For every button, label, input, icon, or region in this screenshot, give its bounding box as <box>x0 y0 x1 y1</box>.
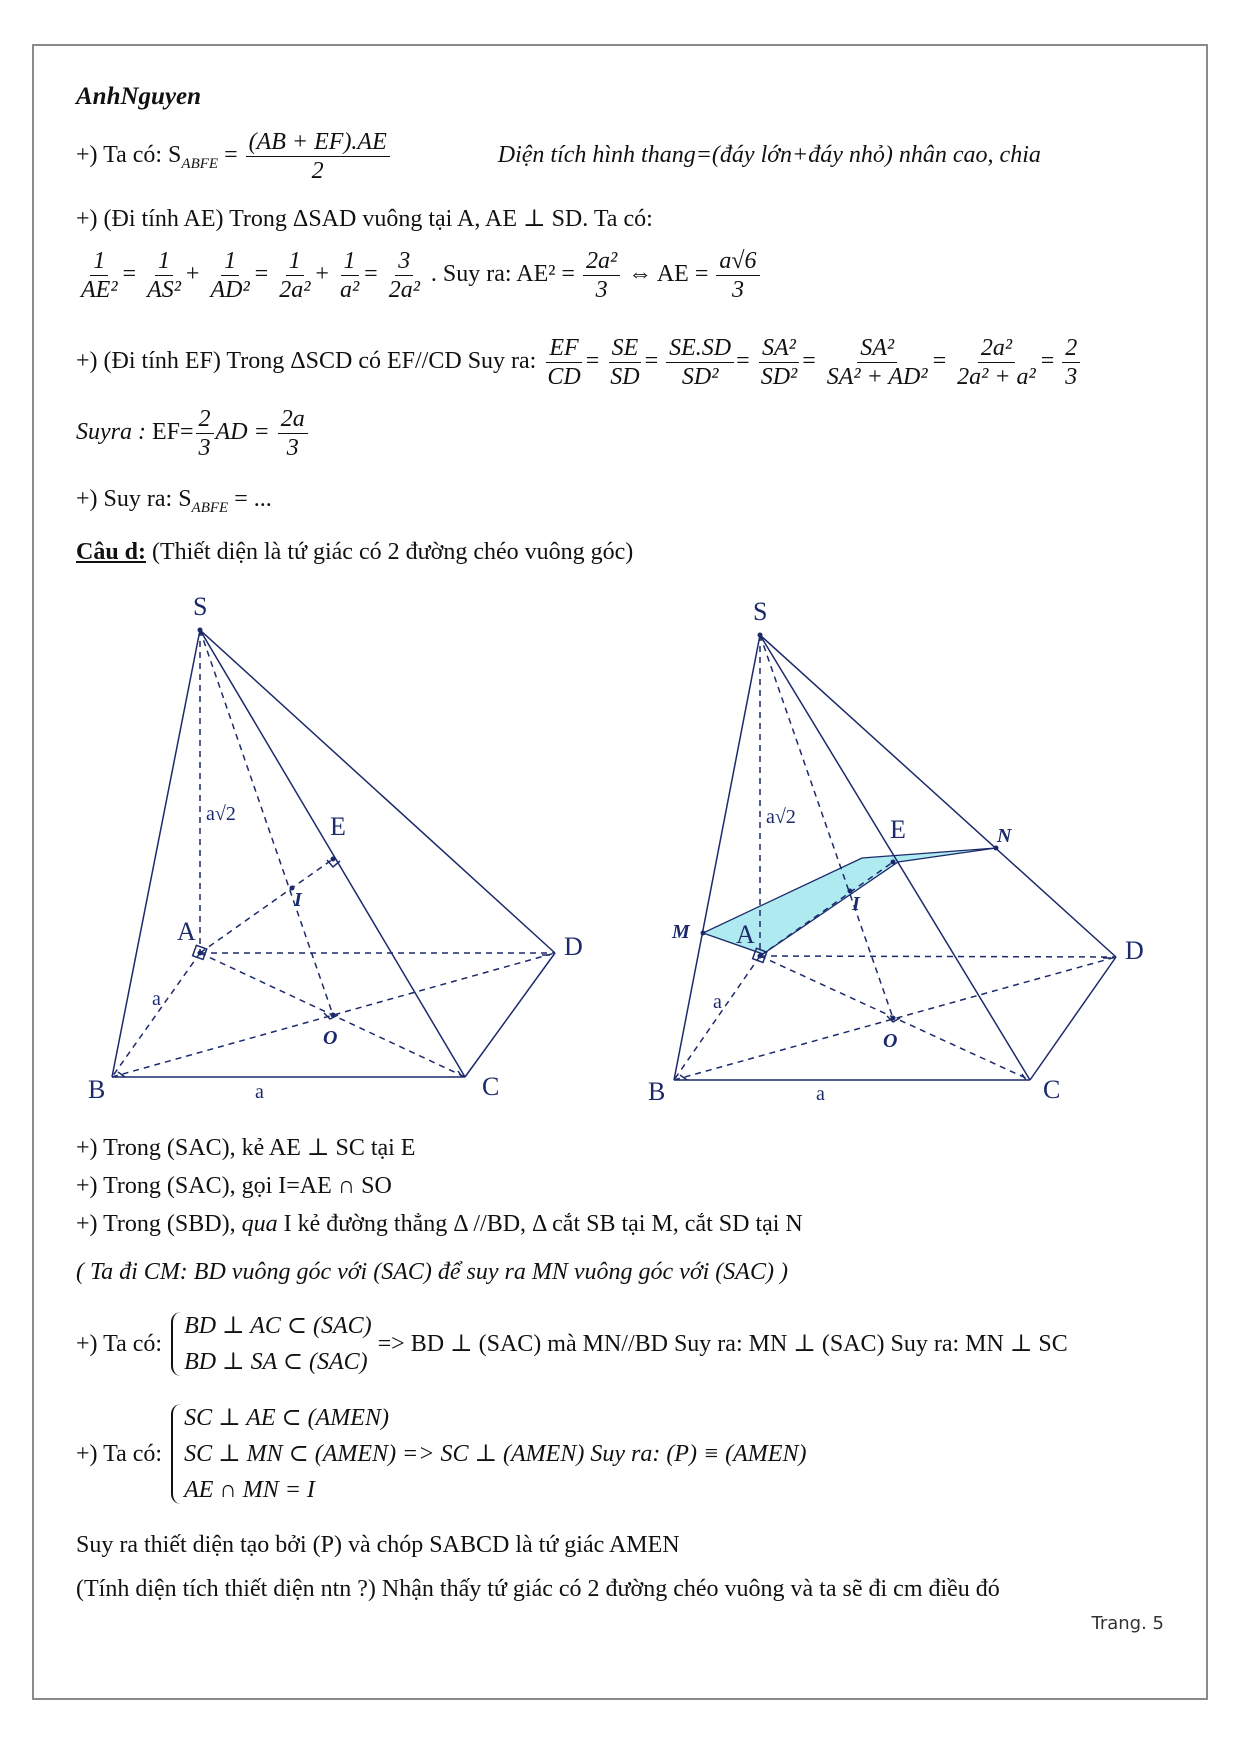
ae-heading-line: +) (Đi tính AE) Trong ΔSAD vuông tại A, AE ⊥ SD. Ta có: <box>76 206 653 232</box>
text: +) Trong (SBD), <box>76 1211 236 1237</box>
label-C: C <box>1043 1075 1061 1104</box>
fraction: $\frac{1}{\text{a²}}$ <box>339 248 360 303</box>
text: +) Ta có: S <box>76 142 182 169</box>
figure-2 <box>648 597 1144 1106</box>
label-side-bc: a <box>255 1081 264 1103</box>
fraction: $\frac{3}{\text{2a²}}$ <box>388 248 420 303</box>
text: I kẻ đường thẳng Δ //BD, Δ cắt SB tại M, cắt SD tại N <box>283 1211 803 1237</box>
text: ⇔ AE = <box>628 261 709 288</box>
fraction: $\frac{SE}{SD}$ <box>610 335 640 390</box>
text: Suyra : <box>76 419 146 446</box>
fraction: $\frac{SE.SD}{\text{SD²}}$ <box>666 334 734 391</box>
text: +) Ta có: <box>76 1441 163 1467</box>
label-B: B <box>648 1077 666 1106</box>
fraction: $\frac{\text{SA²}}{\text{SA² + AD²}}$ <box>826 335 928 390</box>
system-row: BD ⊥ AC ⊂ (SAC) <box>184 1313 372 1339</box>
step-3 <box>76 1209 803 1239</box>
label-height: a√2 <box>766 806 796 828</box>
fraction: $\frac{1}{\text{2a²}}$ <box>279 248 311 303</box>
text: => BD ⊥ (SAC) mà MN//BD Suy ra: MN ⊥ (SAC) Suy ra: MN ⊥ SC <box>377 1331 1068 1357</box>
text: qua <box>241 1211 278 1237</box>
hidden-lines <box>112 630 555 1077</box>
label-C: C <box>482 1072 500 1101</box>
step-8: (Tính diện tích thiết diện ntn ?) Nhận thấy tứ giác có 2 đường chéo vuông và ta sẽ đi cm điều đó <box>76 1576 1000 1602</box>
label-side-ab: a <box>713 991 722 1013</box>
step-4-note: ( Ta đi CM: BD vuông góc với (SAC) để suy ra MN vuông góc với (SAC) ) <box>76 1259 788 1285</box>
label-O: O <box>883 1030 898 1052</box>
cau-d-label: Câu d: <box>76 539 147 565</box>
system-row: AE ∩ MN = I <box>184 1477 315 1503</box>
fraction: $\frac{\text{SA²}}{\text{SD²}}$ <box>760 335 798 390</box>
step-6 <box>76 1400 806 1508</box>
system-row: SC ⊥ AE ⊂ (AMEN) <box>184 1405 389 1431</box>
label-B: B <box>88 1075 106 1104</box>
fraction: $\frac{1}{\text{AE²}}$ <box>81 248 118 303</box>
label-A: A <box>177 917 196 946</box>
edge-SB <box>674 635 760 1080</box>
edge-CD <box>465 953 555 1077</box>
label-I: I <box>852 893 860 915</box>
label-O: O <box>323 1027 338 1049</box>
fraction: $\frac{\text{2a²}}{3}$ <box>583 247 620 304</box>
fraction: $\frac{1}{\text{AD²}}$ <box>210 248 250 303</box>
note: Diện tích hình thang=(đáy lớn+đáy nhỏ) nhân cao, chia <box>497 142 1041 169</box>
ae-computation-line: $\frac{1}{\text{AE²}}$ = $\frac{1}{\text{AS²}}$ + $\frac{1}{\text{AD²}}$ = $\frac{1}{\text{2a²}}$ + $\frac{1}{\text{a²}}$ = $\frac{3}{\text{2a²}}$ . Suy ra: AE² = $\frac{\text{2a²}}{3}$ ⇔ AE = $\frac{a√6}{3}$ <box>76 247 762 304</box>
label-N: N <box>997 825 1012 847</box>
figure-1-labels <box>88 592 583 1104</box>
edge-SC <box>760 635 1030 1080</box>
text: . Suy ra: AE² = <box>430 261 575 288</box>
ef-computation-line: +) (Đi tính EF) Trong ΔSCD có EF//CD Suy ra: $\frac{EF}{CD}$ = $\frac{SE}{SD}$ = $\frac{SE.SD}{\text{SD²}}$ = $\frac{\text{SA²}}{\text{SD²}}$ = $\frac{\text{SA²}}{\text{SA² + AD²}}$ = $\frac{\text{2a²}}{\text{2a² + a²}}$ = $\frac{2}{3}$ <box>76 334 1082 391</box>
text: (Thiết diện là tứ giác có 2 đường chéo vuông góc) <box>152 539 634 565</box>
label-E: E <box>330 812 346 841</box>
system-row: BD ⊥ SA ⊂ (SAC) <box>184 1349 368 1375</box>
fraction: $\frac{1}{\text{AS²}}$ <box>147 248 181 303</box>
step-5 <box>76 1308 1068 1380</box>
author-heading: AnhNguyen <box>76 83 202 110</box>
step-2: +) Trong (SAC), gọi I=AE ∩ SO <box>76 1173 392 1199</box>
figure-1 <box>112 630 555 1077</box>
text: +) Suy ra: S <box>76 486 192 512</box>
label-A: A <box>736 920 755 949</box>
fraction: $\frac{2a}{3}$ <box>278 405 308 462</box>
text: +) Ta có: <box>76 1331 163 1357</box>
subscript: ABFE <box>191 499 229 516</box>
step-1: +) Trong (SAC), kẻ AE ⊥ SC tại E <box>76 1135 416 1161</box>
edge-CD <box>1030 957 1116 1080</box>
label-M: M <box>672 921 690 943</box>
figure-2-labels <box>648 597 1144 1106</box>
edge-SD <box>200 630 555 953</box>
system-row: SC ⊥ MN ⊂ (AMEN) => SC ⊥ (AMEN) Suy ra: (P) ≡ (AMEN) <box>184 1441 807 1467</box>
text: EF= <box>151 419 194 446</box>
label-D: D <box>564 932 583 961</box>
label-side-ab: a <box>152 988 161 1010</box>
text: = <box>224 142 238 169</box>
label-S: S <box>753 597 768 626</box>
fraction: $\frac{2}{3}$ <box>196 405 214 462</box>
text: +) (Đi tính EF) Trong ΔSCD có EF//CD Suy ra: <box>76 348 537 375</box>
text: = ... <box>234 486 272 512</box>
label-S: S <box>193 592 208 621</box>
subscript: ABFE <box>181 155 219 172</box>
label-side-bc: a <box>816 1083 825 1105</box>
label-D: D <box>1125 936 1144 965</box>
fraction: $\frac{a√6}{3}$ <box>716 247 759 304</box>
label-E: E <box>890 815 906 844</box>
text: AD = <box>215 419 270 446</box>
fraction: $\frac{\text{2a²}}{\text{2a² + a²}}$ <box>957 335 1036 390</box>
fraction: $\frac{(AB + EF).AE}{2}$ <box>246 128 390 185</box>
fraction: $\frac{EF}{CD}$ <box>547 335 581 390</box>
system-brace <box>168 1308 372 1380</box>
step-7: Suy ra thiết diện tạo bởi (P) và chóp SABCD là tứ giác AMEN <box>76 1532 680 1558</box>
system-brace <box>168 1400 806 1508</box>
page-number: Trang. 5 <box>1091 1613 1164 1634</box>
fraction: $\frac{2}{3}$ <box>1062 334 1080 391</box>
label-height: a√2 <box>206 803 236 825</box>
label-I: I <box>294 889 302 911</box>
edge-SC <box>200 630 465 1077</box>
